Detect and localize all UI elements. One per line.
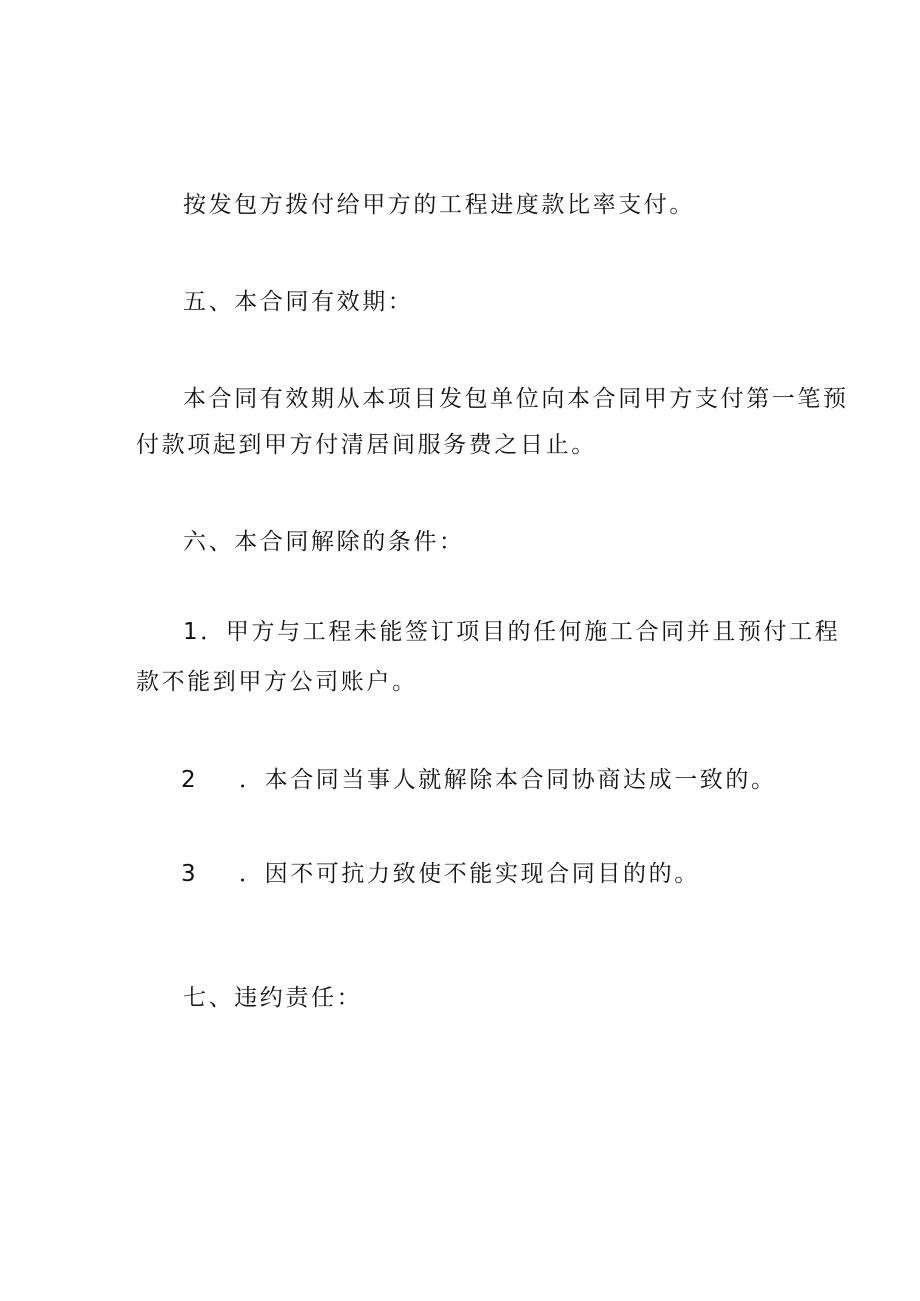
heading-section-6: 六、本合同解除的条件： xyxy=(183,529,465,555)
list-item-2-text: ．本合同当事人就解除本合同协商达成一致的。 xyxy=(239,767,777,793)
list-item-1-line-2: 款不能到甲方公司账户。 xyxy=(136,669,418,695)
list-item-2 xyxy=(181,765,777,795)
list-item-1-line-1 xyxy=(183,617,840,647)
list-item-3-number: 3 xyxy=(181,861,199,887)
paragraph-payment-ratio: 按发包方拨付给甲方的工程进度款比率支付。 xyxy=(183,192,695,218)
list-item-1-number: 1． xyxy=(183,619,226,645)
heading-section-7: 七、违约责任： xyxy=(183,985,363,1011)
list-item-3-text: ．因不可抗力致使不能实现合同目的的。 xyxy=(239,861,700,887)
list-item-1-text: 甲方与工程未能签订项目的任何施工合同并且预付工程 xyxy=(225,619,841,645)
paragraph-validity-line-2: 付款项起到甲方付清居间服务费之日止。 xyxy=(136,432,597,458)
list-item-2-number: 2 xyxy=(181,767,199,793)
paragraph-validity-line-1: 本合同有效期从本项目发包单位向本合同甲方支付第一笔预 xyxy=(183,386,849,412)
list-item-3 xyxy=(181,859,700,889)
heading-section-5: 五、本合同有效期： xyxy=(183,289,414,315)
